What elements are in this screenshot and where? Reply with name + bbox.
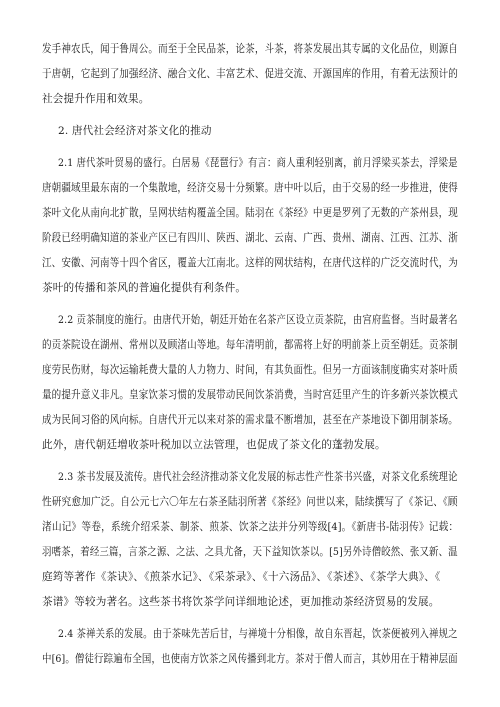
text-line: 度劳民伤财，每次运输耗费大量的人力物力、时间，有其负面性。但另一方面该制度确实对茶叶质 [42,364,458,376]
text-line: 庭筠等著作《茶诀》、《煎茶水记》、《采茶录》、《十六汤品》、《茶述》、《茶学大典》、《 [42,571,441,583]
text-line: 阶段已经明确知道的茶业产区已有四川、陕西、湖北、云南、广西、贵州、湖南、江西、江苏、浙 [42,232,458,244]
text-line: 量的提升意义非凡。皇家饮茶习惯的发展带动民间饮茶消费，当时宫廷里产生的许多新兴茶饮模式 [42,389,458,401]
section-heading: 2. 唐代社会经济对茶文化的推动 [58,125,212,137]
text-line: 唐朝疆域里最东南的一个集散地，经济交易十分频繁。唐中叶以后，由于交易的经一步推进，使得 [42,182,458,194]
text-line: 2.3 茶书发展及流传。唐代社会经济推动茶文化发展的标志性产性茶书兴盛，对茶文化系统理论 [58,471,458,483]
text-line: 江、安徽、河南等十四个省区，覆盖大江南北。这样的网状结构，在唐代这样的广泛交流时代，为 [42,257,458,269]
text-line: 于唐朝，它起到了加强经济、融合文化、丰富艺术、促进交流、开源国库的作用，有着无法预计的 [42,68,458,80]
text-line: 性研究愈加广泛。自公元七六〇年左右茶圣陆羽所著《茶经》问世以来，陆续撰写了《茶记、《顾 [42,496,458,508]
text-line: 羽嗜茶，着经三篇，言茶之源、之法、之具尤备，天下益知饮茶以。[5]另外诗僧皎然、张又新、温 [42,546,458,558]
text-line: 成为民间习俗的风向标。自唐代开元以来对茶的需求量不断增加，甚至在产茶地设下御用制茶场。 [42,414,458,426]
text-line: 2.4 茶禅关系的发展。由于茶味先苦后甘，与禅境十分相像，故自东晋起，饮茶便被列入禅规之 [58,628,458,640]
text-line: 此外，唐代朝廷增收茶叶税加以立法管理，也促成了茶文化的蓬勃发展。 [42,439,386,451]
text-line: 2.2 贡茶制度的施行。由唐代开始，朝廷开始在名茶产区设立贡茶院，由宫府监督。当时最著名 [58,314,458,326]
text-line: 社会提升作用和效果。 [42,93,150,105]
text-line: 茶谱》等较为著名。这些茶书将饮茶学问详细地论述，更加推动茶经济贸易的发展。 [42,596,440,608]
text-line: 的贡茶院设在湖州、常州以及顾渚山等地。每年清明前，都需将上好的明前茶上贡至朝廷。贡茶制 [42,339,458,351]
text-line: 渚山记》等卷，系统介绍采茶、制茶、煎茶、饮茶之法并分列等级[4]。《新唐书-陆羽传》记载： [42,521,459,533]
text-line: 中[6]。僧徒行踪遍布全国，也使南方饮茶之风传播到北方。茶对于僧人而言，其妙用在于精神层面 [42,653,458,665]
text-line: 茶叶文化从南向北扩散，呈网状结构覆盖全国。陆羽在《茶经》中更是罗列了无数的产茶州县，现 [42,207,458,219]
text-line: 2.1 唐代茶叶贸易的盛行。白居易《琵琶行》有言：商人重利轻别离，前月浮梁买茶去，浮梁是 [58,157,458,169]
text-line: 发手神农氏，闻于鲁周公。而至于全民品茶，论茶，斗茶，将茶发展出其专属的文化品位，则源自 [42,43,458,55]
text-line: 茶叶的传播和茶风的普遍化提供有利条件。 [42,282,247,294]
